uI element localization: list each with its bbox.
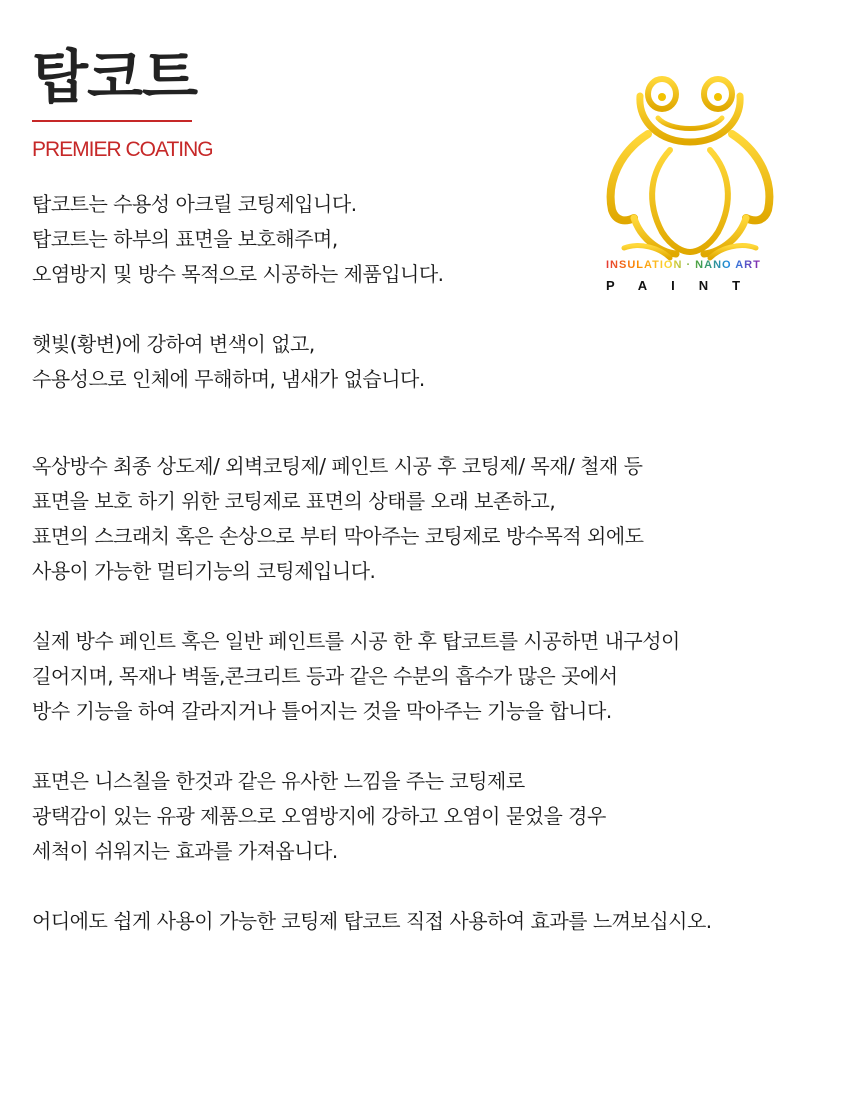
text-line: 광택감이 있는 유광 제품으로 오염방지에 강하고 오염이 묻었을 경우 xyxy=(32,804,606,828)
text-line: 오염방지 및 방수 목적으로 시공하는 제품입니다. xyxy=(32,262,444,286)
page-subtitle: PREMIER COATING xyxy=(32,138,213,161)
text-line: 방수 기능을 하여 갈라지거나 틀어지는 것을 막아주는 기능을 합니다. xyxy=(32,699,612,723)
text-line: 표면의 스크래치 혹은 손상으로 부터 막아주는 코팅제로 방수목적 외에도 xyxy=(32,524,644,548)
paragraph-closing xyxy=(32,904,822,939)
paragraph-safety xyxy=(32,327,822,397)
text-line: 탑코트는 하부의 표면을 보호해주며, xyxy=(32,227,338,251)
text-line: 실제 방수 페인트 혹은 일반 페인트를 시공 한 후 탑코트를 시공하면 내구성이 xyxy=(32,629,680,653)
paragraph-usage xyxy=(32,449,822,589)
paragraph-intro xyxy=(32,187,822,292)
text-line: 어디에도 쉽게 사용이 가능한 코팅제 탑코트 직접 사용하여 효과를 느껴보십시오. xyxy=(32,909,712,933)
text-line: 표면을 보호 하기 위한 코팅제로 표면의 상태를 오래 보존하고, xyxy=(32,489,556,513)
text-line: 표면은 니스칠을 한것과 같은 유사한 느낌을 주는 코팅제로 xyxy=(32,769,525,793)
product-description xyxy=(32,187,822,939)
text-line: 탑코트는 수용성 아크릴 코팅제입니다. xyxy=(32,192,357,216)
text-line: 사용이 가능한 멀티기능의 코팅제입니다. xyxy=(32,559,376,583)
logo-wordmark: PAINT xyxy=(606,278,765,293)
logo-tagline: INSULATION · NANO ART xyxy=(606,259,761,271)
text-line: 세척이 쉬워지는 효과를 가져옵니다. xyxy=(32,839,338,863)
paragraph-finish xyxy=(32,764,822,869)
text-line: 옥상방수 최종 상도제/ 외벽코팅제/ 페인트 시공 후 코팅제/ 목재/ 철재 등 xyxy=(32,454,643,478)
text-line: 햇빛(황변)에 강하여 변색이 없고, xyxy=(32,332,315,356)
text-line: 길어지며, 목재나 벽돌,콘크리트 등과 같은 수분의 흡수가 많은 곳에서 xyxy=(32,664,618,688)
title-underline xyxy=(32,120,192,122)
page-title: 탑코트 xyxy=(32,43,198,111)
text-line: 수용성으로 인체에 무해하며, 냄새가 없습니다. xyxy=(32,367,425,391)
paragraph-durability xyxy=(32,624,822,729)
